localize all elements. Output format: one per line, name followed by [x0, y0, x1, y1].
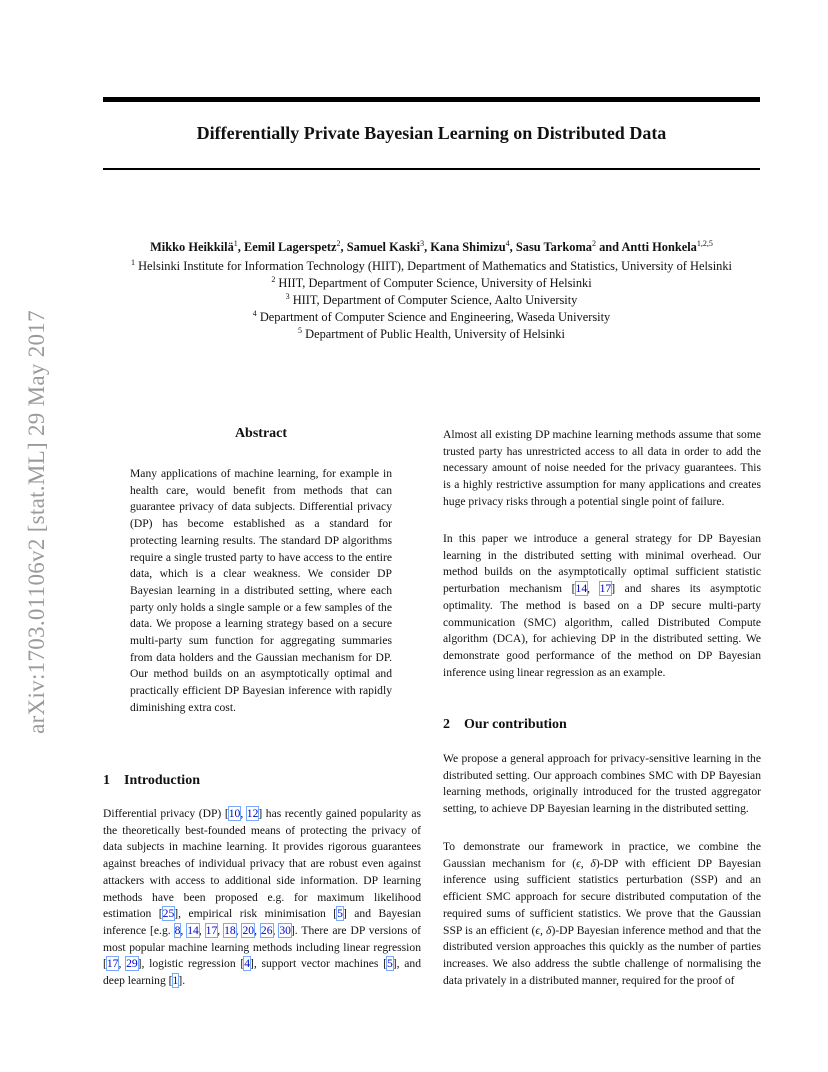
affiliation-mark: 2 [271, 275, 276, 284]
contribution-paragraph-2: To demonstrate our framework in practice, we combine the Gaussian mechanism for (ϵ, δ)-DP with efficient DP Bayesian inference using sufficient statistics perturbation (SSP) and an efficient SMC approach for secure distributed computation of the required sums of sufficient statistics. We prove that the Gaussian SSP is an efficient (ϵ, δ)-DP Bayesian inference method and that the distributed version approaches this quickly as the number of parties increases. We also address the subtle challenge of normalising the data privately in a distributed manner, required for the proof of [443, 840, 761, 987]
affiliation-mark: 4 [252, 309, 257, 318]
arxiv-identifier-text: arXiv:1703.01106v2 [stat.ML] 29 May 2017 [24, 310, 50, 734]
citation-link[interactable]: 18 [224, 923, 236, 937]
citation-link[interactable]: 26 [260, 923, 273, 937]
author-name: Eemil Lagerspetz [243, 240, 337, 254]
author-affiliation-mark: 2 [336, 239, 341, 248]
affiliation-mark: 5 [298, 326, 303, 335]
citation-link[interactable]: 17 [599, 582, 612, 596]
citation-link[interactable]: 30 [279, 923, 291, 937]
contribution-paragraph-1: We propose a general approach for privacy-sensitive learning in the distributed setting. Our approach combines SMC with DP Bayesian learning methods, originally introduced for the trusted aggregator setting, to achieve DP Bayesian learning in the distributed setting. [443, 752, 761, 816]
citation-link[interactable]: 14 [575, 582, 588, 596]
author-affiliation-mark: 2 [591, 239, 596, 248]
paper-title: Differentially Private Bayesian Learning on Distributed Data [196, 123, 667, 143]
math-symbol: ϵ, δ [576, 856, 596, 870]
citation-link[interactable]: 17 [205, 923, 218, 937]
abstract-heading: Abstract [234, 426, 288, 441]
right-paragraph-trusted-party: Almost all existing DP machine learning methods assume that some trusted party has unrestricted access to all data in order to add the necessary amount of noise needed for the privacy guarantees. This is a highly restrictive assumption for many applications and creates huge privacy risks through a potential single point of failure. [443, 428, 761, 508]
section-number: 2 [443, 717, 450, 732]
abstract-text: Many applications of machine learning, for example in health care, would benefit from methods that can guarantee privacy of data subjects. Differential privacy (DP) has become established as a standard for protecting learning results. The standard DP algorithms require a single trusted party to have access to the entire data, which is a clear weakness. We consider DP Bayesian learning in a distributed setting, where each party only holds a single sample or a few samples of the data. We propose a learning strategy based on a secure multi-party sum function for aggregating summaries from data holders and the Gaussian mechanism for DP. Our method builds on an asymptotically optimal and practically efficient DP Bayesian inference with rapidly diminishing extra cost. [130, 467, 392, 714]
author-affiliation-mark: 3 [420, 239, 425, 248]
citation-link[interactable]: 1 [172, 974, 179, 988]
section-title: Introduction [124, 773, 200, 788]
author-name: Kana Shimizu [430, 240, 506, 254]
citation-link[interactable]: 29 [126, 957, 138, 971]
citation-link[interactable]: 14 [187, 923, 199, 937]
author-name: Antti Honkela [621, 240, 697, 254]
section-title: Our contribution [464, 717, 567, 732]
right-paragraph-strategy: In this paper we introduce a general strategy for DP Bayesian learning in the distributed setting with minimal overhead. Our method builds on the asymptotically optimal sufficient statistic perturbation mechanism [14, 17] and shares its asymptotic optimality. The method is based on a DP secure multi-party communication (SMC) algorithm, called Distributed Compute algorithm (DCA), for achieving DP in the distributed setting. We demonstrate good performance of the method on DP Bayesian inference using linear regression as an example. [443, 532, 762, 679]
affiliation-line: $^5$ Department of Public Health, University of Helsinki [298, 326, 565, 341]
citation-link[interactable]: 10 [228, 807, 241, 820]
title-rule-top [103, 97, 760, 102]
author-list: Mikko Heikkilä$^1$, Eemil Lagerspetz$^2$, Samuel Kaski$^3$, Kana Shimizu$^4$, Sasu Tarkoma$^2$ and Antti Honkela$^{1,2,5}$ [150, 239, 713, 254]
author-affiliation-mark: 4 [505, 239, 510, 248]
section-heading-introduction [103, 773, 200, 789]
citation-link[interactable]: 5 [337, 907, 343, 921]
author-name: Sasu Tarkoma [515, 240, 592, 254]
affiliation-line: $^2$ HIIT, Department of Computer Science, University of Helsinki [271, 275, 592, 290]
citation-link[interactable]: 12 [246, 807, 259, 820]
citation-link[interactable]: 17 [106, 957, 119, 971]
section-heading-our-contribution [443, 717, 567, 733]
citation-link[interactable]: 4 [244, 957, 250, 971]
affiliation-line: $^4$ Department of Computer Science and Engineering, Waseda University [252, 309, 611, 324]
author-affiliation-mark: 1 [233, 239, 238, 248]
affiliation-line: $^3$ HIIT, Department of Computer Science, Aalto University [285, 292, 578, 307]
affiliation-list [60, 258, 803, 343]
math-symbol: ϵ, δ [535, 923, 552, 937]
citation-link[interactable]: 5 [386, 957, 393, 971]
citation-link[interactable]: 25 [162, 907, 175, 921]
author-name: Mikko Heikkilä [150, 240, 234, 254]
title-rule-bottom [103, 168, 760, 170]
citation-link[interactable]: 8 [174, 923, 181, 937]
author-name: Samuel Kaski [346, 240, 421, 254]
affiliation-line: $^1$ Helsinki Institute for Information Technology (HIIT), Department of Mathematics and Statistics, University of Helsinki [131, 258, 732, 273]
introduction-paragraph: Differential privacy (DP) [10, 12] has recently gained popularity as the theoretically best-founded means of protecting the privacy of data subjects in machine learning. It provides rigorous guarantees against breaches of individual privacy that are robust even against attackers with access to additional side information. DP learning methods have been proposed e.g. for maximum likelihood estimation [25], empirical risk minimisation [5] and Bayesian inference [e.g. 8, 14, 17, 18, 20, 26, 30]. There are DP versions of most popular machine learning methods including linear regression [17, 29], logistic regression [4], support vector machines [5], and deep learning [1]. [103, 807, 422, 988]
arxiv-identifier [22, 272, 52, 772]
citation-link[interactable]: 20 [242, 923, 255, 937]
section-number: 1 [103, 773, 110, 788]
author-affiliation-mark: 1,2,5 [696, 239, 713, 248]
affiliation-mark: 3 [285, 292, 290, 301]
affiliation-mark: 1 [131, 258, 136, 267]
